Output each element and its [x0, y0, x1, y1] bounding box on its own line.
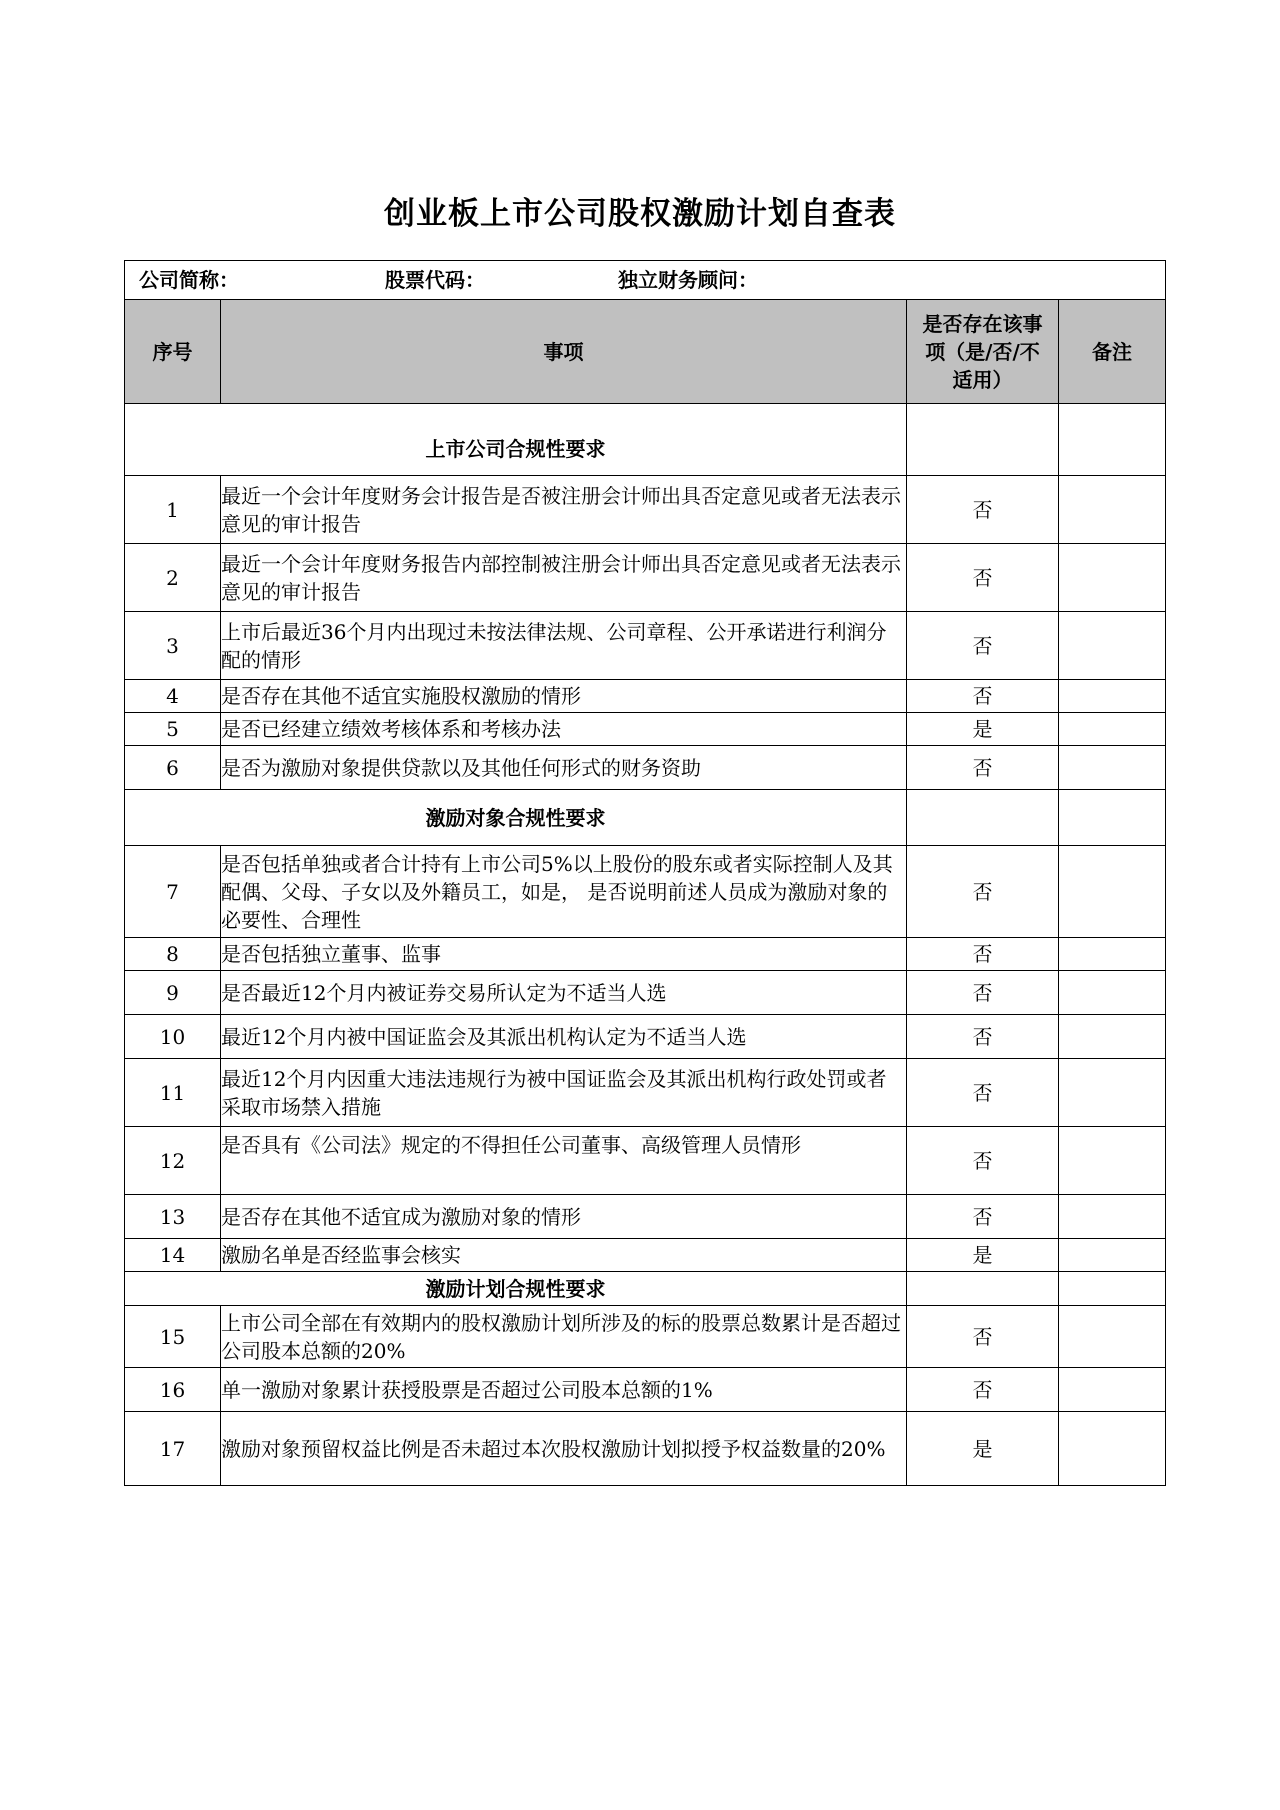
table-row — [125, 1127, 1166, 1195]
section-note-cell — [1059, 404, 1166, 476]
row-item: 最近12个月内因重大违法违规行为被中国证监会及其派出机构行政处罚或者采取市场禁入措施 — [221, 1059, 907, 1127]
table-row — [125, 971, 1166, 1015]
section-answer-cell — [907, 404, 1059, 476]
section-row — [125, 1272, 1166, 1306]
row-item: 上市后最近36个月内出现过未按法律法规、公司章程、公开承诺进行利润分配的情形 — [221, 612, 907, 680]
page-title: 创业板上市公司股权激励计划自查表 — [384, 196, 896, 232]
row-number: 1 — [125, 476, 221, 544]
row-answer: 否 — [907, 1306, 1059, 1368]
row-answer: 否 — [907, 1127, 1059, 1195]
row-number: 13 — [125, 1195, 221, 1239]
table-row — [125, 713, 1166, 746]
row-item: 最近一个会计年度财务报告内部控制被注册会计师出具否定意见或者无法表示意见的审计报告 — [221, 544, 907, 612]
row-number: 9 — [125, 971, 221, 1015]
section-title: 上市公司合规性要求 — [125, 404, 907, 476]
row-note — [1059, 938, 1166, 971]
row-answer: 是 — [907, 713, 1059, 746]
row-number: 10 — [125, 1015, 221, 1059]
table-row — [125, 938, 1166, 971]
info-row — [125, 261, 1166, 300]
table-row — [125, 746, 1166, 790]
company-label: 公司简称： — [139, 268, 239, 292]
header-note: 备注 — [1059, 300, 1166, 404]
row-note — [1059, 476, 1166, 544]
table-row — [125, 1412, 1166, 1486]
section-title: 激励对象合规性要求 — [125, 790, 907, 846]
table-row — [125, 1059, 1166, 1127]
advisor-label: 独立财务顾问： — [618, 268, 758, 292]
row-number: 16 — [125, 1368, 221, 1412]
table-row — [125, 1015, 1166, 1059]
row-answer: 否 — [907, 746, 1059, 790]
row-item: 激励对象预留权益比例是否未超过本次股权激励计划拟授予权益数量的20% — [221, 1412, 907, 1486]
row-answer: 否 — [907, 544, 1059, 612]
row-answer: 否 — [907, 680, 1059, 713]
row-note — [1059, 1412, 1166, 1486]
row-item: 是否为激励对象提供贷款以及其他任何形式的财务资助 — [221, 746, 907, 790]
row-answer: 否 — [907, 1195, 1059, 1239]
row-answer: 是 — [907, 1239, 1059, 1272]
row-note — [1059, 544, 1166, 612]
row-item: 是否存在其他不适宜实施股权激励的情形 — [221, 680, 907, 713]
row-item: 最近一个会计年度财务会计报告是否被注册会计师出具否定意见或者无法表示意见的审计报告 — [221, 476, 907, 544]
header-item: 事项 — [221, 300, 907, 404]
row-note — [1059, 746, 1166, 790]
section-row — [125, 790, 1166, 846]
row-item: 是否具有《公司法》规定的不得担任公司董事、高级管理人员情形 — [221, 1127, 907, 1195]
stock-code-label: 股票代码： — [385, 268, 485, 292]
row-note — [1059, 612, 1166, 680]
section-note-cell — [1059, 790, 1166, 846]
row-answer: 否 — [907, 846, 1059, 938]
table-row — [125, 476, 1166, 544]
table-row — [125, 544, 1166, 612]
row-number: 15 — [125, 1306, 221, 1368]
table-row — [125, 680, 1166, 713]
row-item: 是否最近12个月内被证券交易所认定为不适当人选 — [221, 971, 907, 1015]
row-item: 激励名单是否经监事会核实 — [221, 1239, 907, 1272]
row-item: 是否包括单独或者合计持有上市公司5%以上股份的股东或者实际控制人及其配偶、父母、子女以及外籍员工，如是， 是否说明前述人员成为激励对象的必要性、合理性 — [221, 846, 907, 938]
row-number: 6 — [125, 746, 221, 790]
row-note — [1059, 1127, 1166, 1195]
section-answer-cell — [907, 790, 1059, 846]
row-item: 是否存在其他不适宜成为激励对象的情形 — [221, 1195, 907, 1239]
table-row — [125, 1306, 1166, 1368]
row-answer: 否 — [907, 971, 1059, 1015]
row-note — [1059, 971, 1166, 1015]
row-note — [1059, 1059, 1166, 1127]
row-number: 14 — [125, 1239, 221, 1272]
row-item: 是否包括独立董事、监事 — [221, 938, 907, 971]
row-note — [1059, 1195, 1166, 1239]
row-note — [1059, 1306, 1166, 1368]
row-item: 最近12个月内被中国证监会及其派出机构认定为不适当人选 — [221, 1015, 907, 1059]
row-number: 4 — [125, 680, 221, 713]
row-item: 上市公司全部在有效期内的股权激励计划所涉及的标的股票总数累计是否超过公司股本总额的20% — [221, 1306, 907, 1368]
table-row — [125, 846, 1166, 938]
table-row — [125, 612, 1166, 680]
row-answer: 是 — [907, 1412, 1059, 1486]
row-number: 2 — [125, 544, 221, 612]
table-row — [125, 1368, 1166, 1412]
section-row — [125, 404, 1166, 476]
header-no: 序号 — [125, 300, 221, 404]
header-answer: 是否存在该事项（是/否/不适用） — [907, 300, 1059, 404]
row-item: 单一激励对象累计获授股票是否超过公司股本总额的1% — [221, 1368, 907, 1412]
row-answer: 否 — [907, 1015, 1059, 1059]
row-number: 8 — [125, 938, 221, 971]
row-number: 12 — [125, 1127, 221, 1195]
self-check-table — [124, 260, 1166, 1486]
row-number: 5 — [125, 713, 221, 746]
header-row — [125, 300, 1166, 404]
section-answer-cell — [907, 1272, 1059, 1306]
row-number: 11 — [125, 1059, 221, 1127]
row-number: 3 — [125, 612, 221, 680]
row-note — [1059, 680, 1166, 713]
row-answer: 否 — [907, 1059, 1059, 1127]
row-answer: 否 — [907, 1368, 1059, 1412]
table-row — [125, 1239, 1166, 1272]
section-title: 激励计划合规性要求 — [125, 1272, 907, 1306]
row-answer: 否 — [907, 612, 1059, 680]
row-note — [1059, 1368, 1166, 1412]
table-row — [125, 1195, 1166, 1239]
row-number: 17 — [125, 1412, 221, 1486]
row-item: 是否已经建立绩效考核体系和考核办法 — [221, 713, 907, 746]
row-answer: 否 — [907, 476, 1059, 544]
row-note — [1059, 1239, 1166, 1272]
row-note — [1059, 846, 1166, 938]
row-number: 7 — [125, 846, 221, 938]
section-note-cell — [1059, 1272, 1166, 1306]
row-note — [1059, 1015, 1166, 1059]
row-note — [1059, 713, 1166, 746]
row-answer: 否 — [907, 938, 1059, 971]
